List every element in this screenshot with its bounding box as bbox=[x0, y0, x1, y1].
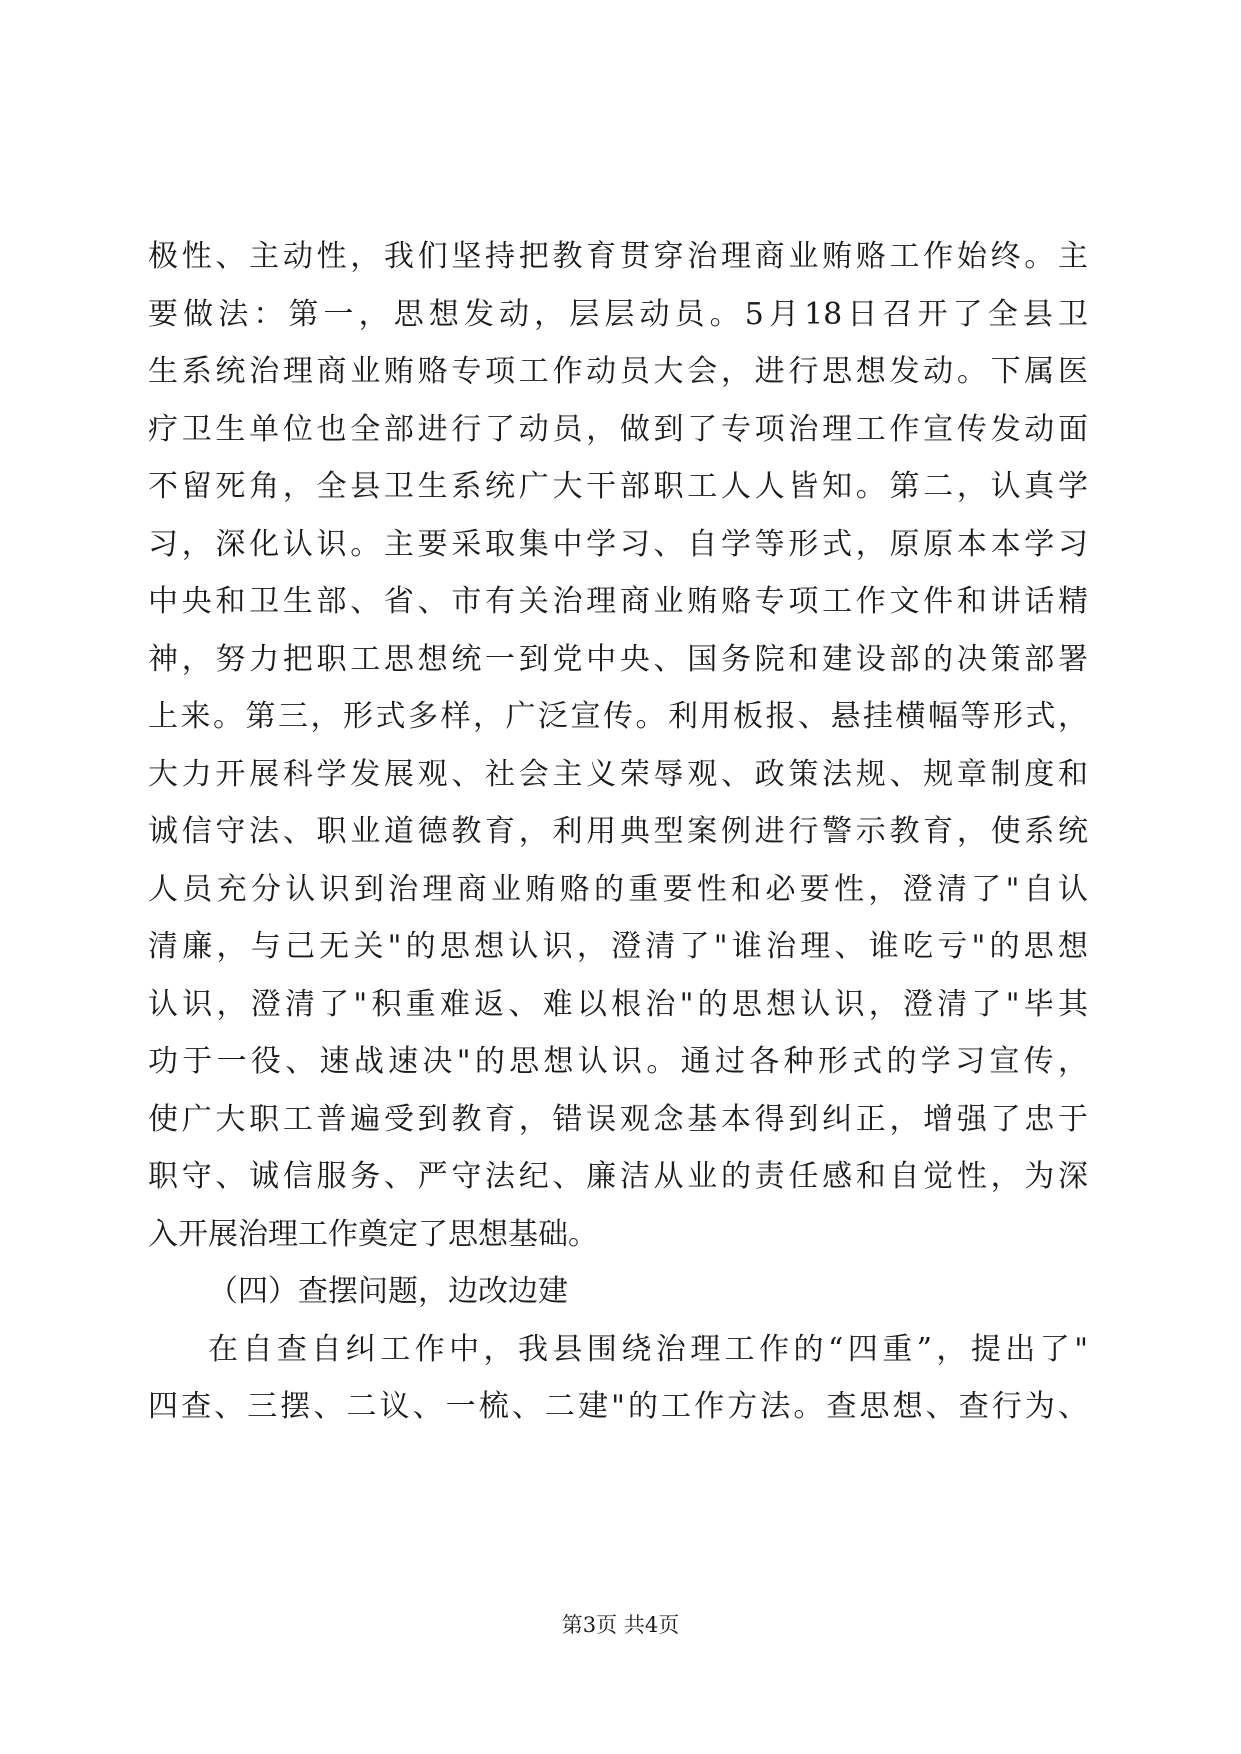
text-line: 在自查自纠工作中，我县围绕治理工作的“四重”，提出了" bbox=[208, 1331, 1088, 1367]
text-line: 大力开展科学发展观、社会主义荣辱观、政策法规、规章制度和 bbox=[148, 756, 1088, 792]
text-line: 上来。第三，形式多样，广泛宣传。利用板报、悬挂横幅等形式， bbox=[148, 699, 1088, 734]
body-text bbox=[148, 228, 1088, 1436]
text-line: 使广大职工普遍受到教育，错误观念基本得到纠正，增强了忠于 bbox=[148, 1101, 1088, 1137]
text-line: 要做法：第一，思想发动，层层动员。5月18日召开了全县卫 bbox=[148, 296, 1088, 332]
text-line: 诚信守法、职业道德教育，利用典型案例进行警示教育，使系统 bbox=[148, 814, 1088, 849]
text-line: 生系统治理商业贿赂专项工作动员大会，进行思想发动。下属医 bbox=[148, 354, 1088, 389]
page-footer: 第3页 共4页 bbox=[561, 1613, 680, 1637]
text-line: 极性、主动性，我们坚持把教育贯穿治理商业贿赂工作始终。主 bbox=[148, 239, 1088, 274]
text-line: 职守、诚信服务、严守法纪、廉洁从业的责任感和自觉性，为深 bbox=[148, 1159, 1088, 1194]
text-line: 认识，澄清了"积重难返、难以根治"的思想认识，澄清了"毕其 bbox=[148, 986, 1088, 1022]
text-line: 神，努力把职工思想统一到党中央、国务院和建设部的决策部署 bbox=[148, 641, 1088, 677]
text-line: 中央和卫生部、省、市有关治理商业贿赂专项工作文件和讲话精 bbox=[148, 584, 1088, 619]
text-line: 清廉，与己无关"的思想认识，澄清了"谁治理、谁吃亏"的思想 bbox=[148, 929, 1088, 964]
text-line: 入开展治理工作奠定了思想基础。 bbox=[148, 1216, 598, 1252]
text-line: 功于一役、速战速决"的思想认识。通过各种形式的学习宣传， bbox=[148, 1044, 1088, 1079]
text-line: 人员充分认识到治理商业贿赂的重要性和必要性，澄清了"自认 bbox=[148, 871, 1088, 907]
text-line: 疗卫生单位也全部进行了动员，做到了专项治理工作宣传发动面 bbox=[148, 411, 1088, 447]
text-line: 习，深化认识。主要采取集中学习、自学等形式，原原本本学习 bbox=[148, 526, 1088, 562]
section-heading: （四）查摆问题，边改边建 bbox=[208, 1274, 568, 1309]
text-line: 四查、三摆、二议、一梳、二建"的工作方法。查思想、查行为、 bbox=[148, 1389, 1088, 1424]
text-line: 不留死角，全县卫生系统广大干部职工人人皆知。第二，认真学 bbox=[148, 469, 1088, 504]
